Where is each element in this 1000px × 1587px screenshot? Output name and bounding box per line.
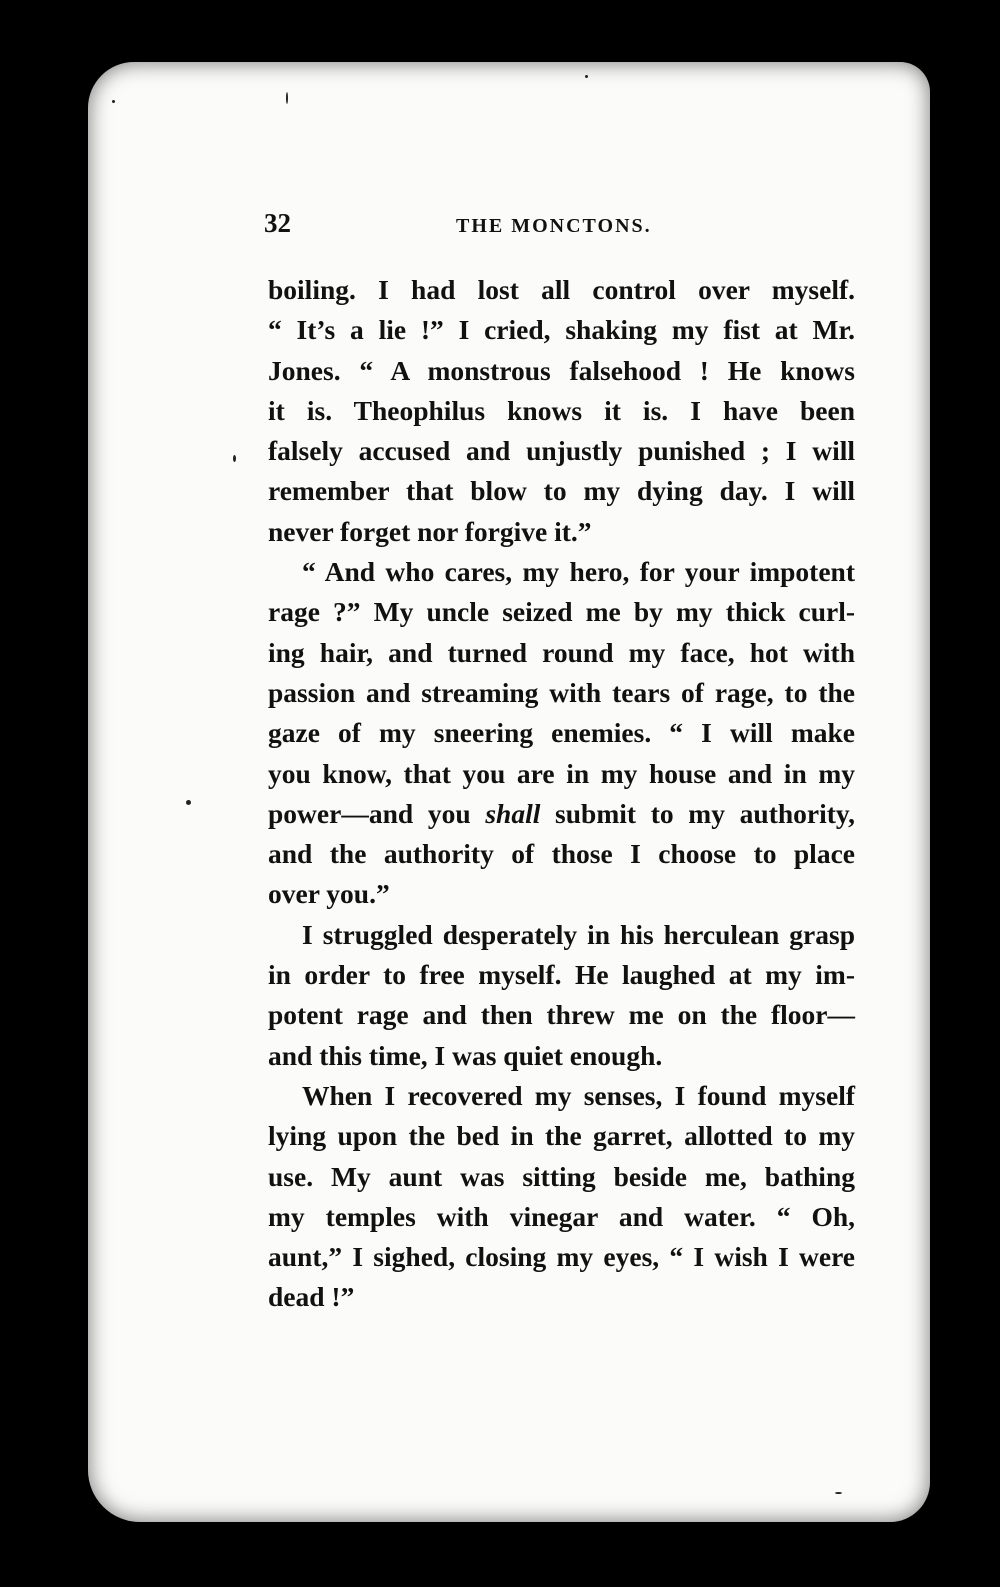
text-line: use. My aunt was sitting beside me, bathing [268, 1160, 855, 1192]
text-line: you know, that you are in my house and in my [268, 757, 855, 789]
paragraph-3 [268, 915, 855, 1076]
text-line: dead !” [268, 1281, 355, 1313]
text-line: potent rage and then threw me on the floor— [268, 999, 855, 1031]
text-line: Jones. “ A monstrous falsehood ! He knows [268, 354, 855, 386]
text-line: and the authority of those I choose to place [268, 838, 855, 870]
text-run: submit to my authority, [540, 797, 856, 829]
text-line: and this time, I was quiet enough. [268, 1039, 663, 1071]
running-head: THE MONCTONS. [456, 215, 652, 237]
page-header [264, 208, 864, 248]
text-line: my temples with vinegar and water. “ Oh, [268, 1200, 855, 1232]
text-line: falsely accused and unjustly punished ; I will [268, 435, 855, 467]
paragraph-1 [268, 270, 855, 552]
body-text [268, 270, 855, 1318]
text-line: “ It’s a lie !” I cried, shaking my fist at Mr. [268, 314, 855, 346]
emphasized-word: shall [485, 797, 541, 829]
scan-speck [186, 800, 191, 805]
text-line: in order to free myself. He laughed at my im- [268, 959, 855, 991]
text-line: When I recovered my senses, I found myself [302, 1079, 855, 1111]
scan-speck [585, 75, 588, 78]
text-line: ing hair, and turned round my face, hot with [268, 636, 855, 668]
paragraph-4 [268, 1076, 855, 1318]
text-line: never forget nor forgive it.” [268, 515, 592, 547]
text-line: lying upon the bed in the garret, allotted to my [268, 1120, 855, 1152]
text-line: it is. Theophilus knows it is. I have been [268, 394, 855, 426]
text-line: aunt,” I sighed, closing my eyes, “ I wish I were [268, 1241, 855, 1273]
scan-speck [286, 92, 288, 104]
text-line: over you.” [268, 878, 390, 910]
text-line: “ And who cares, my hero, for your impotent [302, 556, 855, 588]
text-line: boiling. I had lost all control over myself. [268, 274, 855, 305]
scan-speck [835, 1492, 842, 1494]
text-line: passion and streaming with tears of rage, to the [268, 676, 855, 708]
text-line [268, 794, 855, 834]
scan-speck [233, 455, 236, 462]
text-line: I struggled desperately in his herculean grasp [302, 918, 855, 950]
page-number: 32 [264, 208, 291, 238]
paragraph-2 [268, 552, 855, 915]
text-run: power—and you [268, 797, 486, 829]
scan-speck [112, 100, 115, 103]
text-line: remember that blow to my dying day. I will [268, 475, 855, 507]
text-line: rage ?” My uncle seized me by my thick curl- [268, 596, 855, 628]
text-line: gaze of my sneering enemies. “ I will make [268, 717, 855, 749]
